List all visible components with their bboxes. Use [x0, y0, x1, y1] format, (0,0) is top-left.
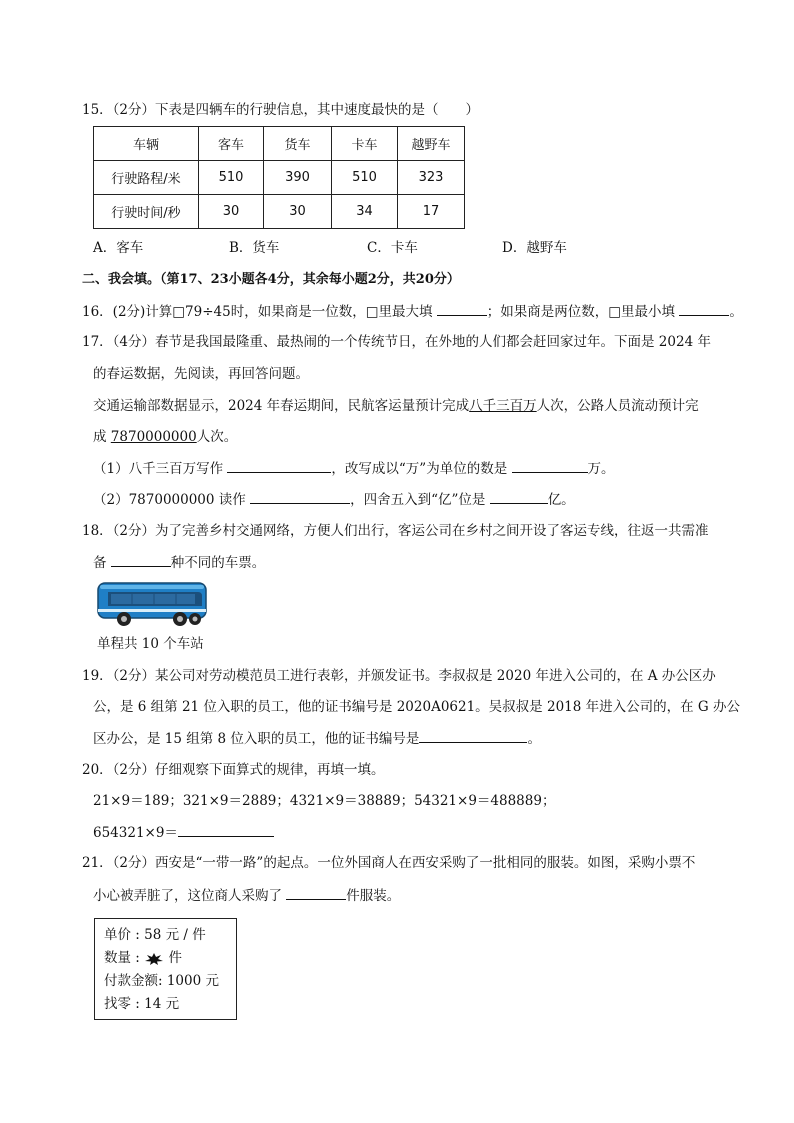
table-cell: 510: [332, 161, 398, 195]
q18-text: 种不同的车票。: [170, 555, 266, 571]
q20-line-1: 20．（2分）仔细观察下面算式的规律，再填一填。: [82, 762, 385, 778]
table-cell: 行驶路程/米: [94, 161, 199, 195]
table-cell: 30: [264, 195, 332, 229]
q17-sub-text: 万。: [587, 461, 615, 477]
q16-line: [82, 301, 743, 322]
q17-text: 成: [93, 429, 107, 445]
q21-line-2: [93, 885, 400, 906]
q18-line-2: [93, 552, 265, 573]
table-header-cell: 卡车: [332, 127, 398, 161]
q17-text: 人次，公路人员流动预计完: [536, 398, 699, 414]
q15-option-b[interactable]: B．货车: [229, 240, 280, 256]
table-row: [94, 195, 465, 229]
q20-blank[interactable]: [178, 822, 274, 837]
q15-option-a[interactable]: A．客车: [93, 240, 144, 256]
q15-table: [93, 126, 465, 229]
q15-option-d[interactable]: D．越野车: [502, 240, 567, 256]
table-cell: 34: [332, 195, 398, 229]
q19-line-2: 公，是 6 组第 21 位入职的员工，他的证书编号是 2020A0621。吴叔叔是 2018 年进入公司的，在 G 办公: [93, 699, 740, 715]
q16-blank-2[interactable]: [679, 301, 729, 316]
q16-text-a: 16．(2分)计算□79÷45时，如果商是一位数，□里最大填: [82, 304, 433, 320]
q17-line-3: [93, 396, 699, 416]
q17-blank-2[interactable]: [512, 458, 588, 473]
q17-line-1: 17．（4分）春节是我国最隆重、最热闹的一个传统节日，在外地的人们都会赶回家过年。下面是 2024 年: [82, 334, 711, 350]
q19-text: 。: [527, 731, 541, 747]
q17-sub-text: （1）八千三百万写作: [93, 461, 224, 477]
q21-text: 件服装。: [346, 888, 401, 904]
section-title: 二、我会填。（第17、23小题各4分，其余每小题2分，共20分）: [82, 272, 460, 287]
receipt-quantity-unit: 件: [168, 950, 182, 966]
q21-blank[interactable]: [286, 885, 346, 900]
q17-underlined-value: 八千三百万: [469, 398, 537, 414]
q17-sub-text: 亿。: [547, 492, 575, 508]
q17-blank-1[interactable]: [227, 458, 331, 473]
bus-illustration: [96, 580, 210, 628]
q16-text-b: ；如果商是两位数，□里最小填: [486, 304, 676, 320]
receipt-quantity: [104, 947, 236, 970]
q17-text: 交通运输部数据显示，2024 年春运期间，民航客运量预计完成: [93, 398, 470, 414]
table-header-row: [94, 127, 465, 161]
q17-blank-4[interactable]: [490, 489, 548, 504]
q17-line-4: [93, 427, 237, 447]
table-cell: 30: [199, 195, 264, 229]
q17-underlined-value: 7870000000: [110, 429, 197, 445]
q16-text-c: 。: [729, 304, 743, 320]
table-header-cell: 车辆: [94, 127, 199, 161]
table-cell: 390: [264, 161, 332, 195]
q17-line-2: 的春运数据，先阅读，再回答问题。: [93, 366, 309, 382]
q18-blank[interactable]: [111, 552, 171, 567]
q20-line-2: 21×9＝189；321×9＝2889；4321×9＝38889；54321×9＝488889；: [93, 793, 556, 809]
q19-line-1: 19．（2分）某公司对劳动模范员工进行表彰，并颁发证书。李叔叔是 2020 年进入公司的，在 A 办公区办: [82, 668, 716, 684]
receipt-paid: 付款金额: 1000 元: [104, 973, 219, 989]
receipt-price: 单价 : 58 元 / 件: [104, 927, 206, 943]
table-cell: 323: [398, 161, 465, 195]
q17-sub-text: ，四舍五入到“亿”位是: [350, 492, 486, 508]
table-cell: 510: [199, 161, 264, 195]
bus-caption: 单程共 10 个车站: [97, 636, 204, 652]
q16-blank-1[interactable]: [437, 301, 487, 316]
q15-option-c[interactable]: C．卡车: [367, 240, 418, 256]
q21-text: 小心被弄脏了，这位商人采购了: [93, 888, 282, 904]
q19-line-3: [93, 728, 541, 749]
table-cell: 17: [398, 195, 465, 229]
q17-text: 人次。: [196, 429, 238, 445]
q17-sub-2: [93, 489, 575, 510]
q17-blank-3[interactable]: [250, 489, 350, 504]
table-header-cell: 货车: [264, 127, 332, 161]
q15-stem: 15．（2分）下表是四辆车的行驶信息，其中速度最快的是（ ）: [82, 102, 480, 118]
table-cell: 行驶时间/秒: [94, 195, 199, 229]
receipt-change: 找零 : 14 元: [104, 996, 180, 1012]
table-row: [94, 161, 465, 195]
q19-blank[interactable]: [419, 728, 527, 743]
q18-text: 备: [93, 555, 107, 571]
q17-sub-1: [93, 458, 615, 479]
receipt-quantity-label: 数量 :: [104, 950, 140, 966]
q17-sub-text: （2）7870000000 读作: [93, 492, 246, 508]
q21-line-1: 21．（2分）西安是“一带一路”的起点。一位外国商人在西安采购了一批相同的服装。如图，采购小票不: [82, 855, 696, 871]
q20-line-3: [93, 822, 274, 843]
table-header-cell: 客车: [199, 127, 264, 161]
ink-blot-icon: [144, 952, 164, 966]
q20-text: 654321×9＝: [93, 825, 178, 841]
table-header-cell: 越野车: [398, 127, 465, 161]
q17-sub-text: ，改写成以“万”为单位的数是: [331, 461, 508, 477]
q18-line-1: 18．（2分）为了完善乡村交通网络，方便人们出行，客运公司在乡村之间开设了客运专线，往返一共需准: [82, 523, 709, 539]
q19-text: 区办公，是 15 组第 8 位入职的员工，他的证书编号是: [93, 731, 420, 747]
receipt-box: [94, 918, 237, 1020]
